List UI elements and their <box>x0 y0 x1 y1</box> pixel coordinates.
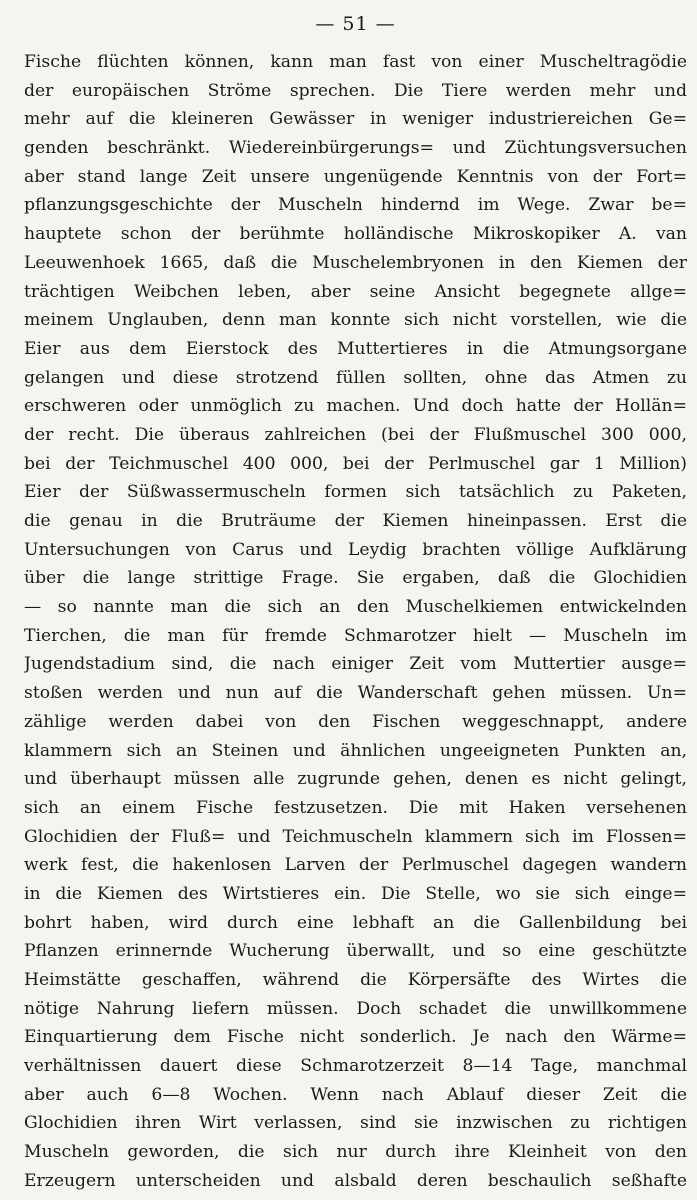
text-line: mehr auf die kleineren Gewässer in weniger industriereichen Ge= <box>24 109 687 130</box>
text-line: und überhaupt müssen alle zugrunde gehen, denen es nicht gelingt, <box>24 769 687 790</box>
text-line: aber auch 6—8 Wochen. Wenn nach Ablauf dieser Zeit die <box>24 1084 687 1105</box>
text-line: in die Kiemen des Wirtstieres ein. Die Stelle, wo sie sich einge= <box>24 883 687 904</box>
text-line: gelangen und diese strotzend füllen sollten, ohne das Atmen zu <box>24 367 687 388</box>
text-line: Eier der Süßwassermuscheln formen sich tatsächlich zu Paketen, <box>24 482 687 503</box>
text-line: Untersuchungen von Carus und Leydig brachten völlige Aufklärung <box>24 539 687 560</box>
text-line: Eier aus dem Eierstock des Muttertieres in die Atmungsorgane <box>24 338 687 359</box>
text-line: Muscheln geworden, die sich nur durch ihre Kleinheit von den <box>24 1142 687 1163</box>
text-line: klammern sich an Steinen und ähnlichen ungeeigneten Punkten an, <box>24 740 687 761</box>
text-line: über die lange strittige Frage. Sie ergaben, daß die Glochidien <box>24 568 687 589</box>
text-line: — so nannte man die sich an den Muschelkiemen entwickelnden <box>24 597 687 618</box>
text-line: sich an einem Fische festzusetzen. Die mit Haken versehenen <box>24 797 687 818</box>
text-line: Einquartierung dem Fische nicht sonderlich. Je nach den Wärme= <box>24 1027 687 1048</box>
text-line: bohrt haben, wird durch eine lebhaft an die Gallenbildung bei <box>24 912 687 933</box>
text-line: hauptete schon der berühmte holländische Mikroskopiker A. van <box>24 224 687 245</box>
text-line: Leeuwenhoek 1665, daß die Muschelembryonen in den Kiemen der <box>24 252 687 273</box>
text-line: Erzeugern unterscheiden und alsbald deren beschaulich seßhafte <box>24 1170 687 1191</box>
text-line: bei der Teichmuschel 400 000, bei der Perlmuschel gar 1 Million) <box>24 453 687 474</box>
text-line: Fische flüchten können, kann man fast von einer Muscheltragödie <box>24 52 687 72</box>
text-line: werk fest, die hakenlosen Larven der Perlmuschel dagegen wandern <box>24 855 687 876</box>
text-line: Pflanzen erinnernde Wucherung überwallt, und so eine geschützte <box>24 941 687 962</box>
text-line: die genau in die Bruträume der Kiemen hineinpassen. Erst die <box>24 511 687 531</box>
text-line: zählige werden dabei von den Fischen weggeschnappt, andere <box>24 711 687 732</box>
text-line: Glochidien ihren Wirt verlassen, sind sie inzwischen zu richtigen <box>24 1113 687 1134</box>
text-line: trächtigen Weibchen leben, aber seine Ansicht begegnete allge= <box>24 281 687 302</box>
text-line: nötige Nahrung liefern müssen. Doch schadet die unwillkommene <box>24 998 687 1019</box>
text-line: meinem Unglauben, denn man konnte sich nicht vorstellen, wie die <box>24 310 687 331</box>
text-line: der recht. Die überaus zahlreichen (bei der Flußmuschel 300 000, <box>24 424 687 445</box>
text-line: erschweren oder unmöglich zu machen. Und doch hatte der Hollän= <box>24 396 687 417</box>
text-line: aber stand lange Zeit unsere ungenügende Kenntnis von der Fort= <box>24 166 687 187</box>
text-line: genden beschränkt. Wiedereinbürgerungs= und Züchtungsversuchen <box>24 138 687 159</box>
text-line: Jugendstadium sind, die nach einiger Zeit vom Muttertier ausge= <box>24 654 687 675</box>
body-text <box>24 48 687 1196</box>
text-line: Tierchen, die man für fremde Schmarotzer hielt — Muscheln im <box>24 625 687 646</box>
text-line: der europäischen Ströme sprechen. Die Tiere werden mehr und <box>24 80 687 101</box>
text-line: stoßen werden und nun auf die Wanderschaft gehen müssen. Un= <box>24 683 687 704</box>
text-line: Heimstätte geschaffen, während die Körpersäfte des Wirtes die <box>24 970 687 990</box>
text-line: verhältnissen dauert diese Schmarotzerzeit 8—14 Tage, manchmal <box>24 1056 687 1077</box>
text-line: pflanzungsgeschichte der Muscheln hindernd im Wege. Zwar be= <box>24 195 687 216</box>
page-number: — 51 — <box>315 13 396 35</box>
text-line: Glochidien der Fluß= und Teichmuscheln klammern sich im Flossen= <box>24 826 687 847</box>
